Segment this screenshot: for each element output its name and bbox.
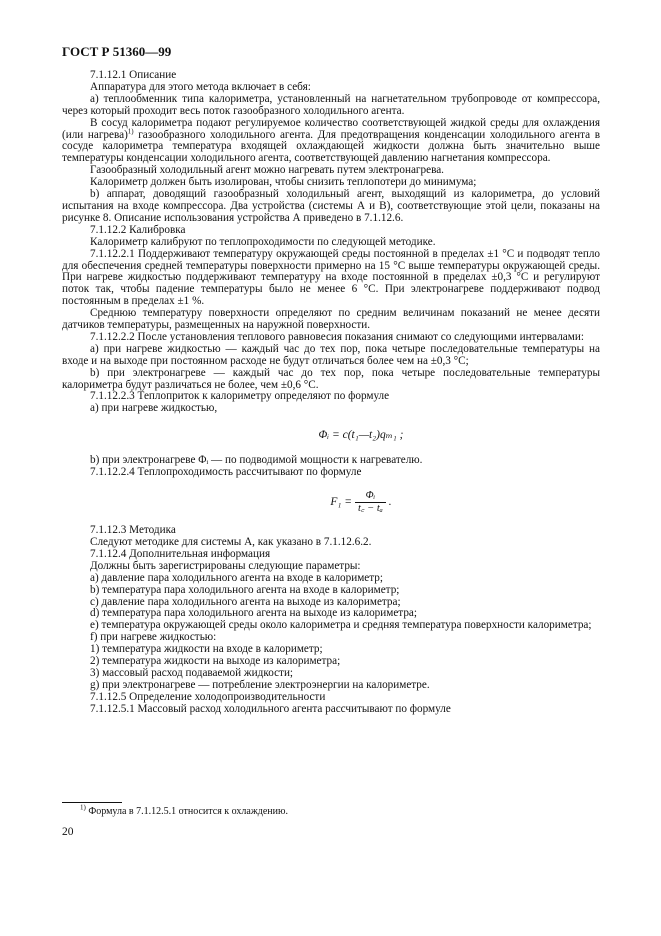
section-title: 7.1.12.1 Описание (90, 69, 177, 81)
formula-fraction (355, 490, 386, 515)
footnote-mark: 1) (80, 803, 86, 812)
formula-lhs: F₁ = (330, 496, 353, 509)
fraction-numerator: Φᵢ (355, 490, 386, 503)
paragraph: Газообразный холодильный агент можно нагревать путем электронагрева. (90, 164, 444, 177)
list-item: b) температура пара холодильного агента на входе в калориметр; (90, 583, 400, 596)
section-title: 7.1.12.3 Методика (90, 524, 176, 537)
fraction-denominator: t꜀ − tₐ (357, 502, 383, 514)
list-item: d) температура пара холодильного агента на выходе из калориметра; (90, 607, 418, 620)
paragraph: 7.1.12.5.1 Массовый расход холодильного агента рассчитывают по формуле (90, 702, 451, 715)
paragraph: 7.1.12.2.3 Теплоприток к калориметру определяют по формуле (90, 390, 390, 403)
list-item: а) теплообменник типа калориметра, установленный на нагнетательном трубопроводе от компрессора, через который проходит весь поток газообразного холодильного агента. (62, 92, 600, 117)
paragraph: Аппаратура для этого метода включает в себя: (90, 80, 311, 93)
paragraph: 7.1.12.2.1 Поддерживают температуру окружающей среды постоянной в пределах ±1 °С и подводят тепло для обеспечения средней температуры поверхности примерно на 15 °С выше температуры окружающей среды. При нагреве жидкостью поддерживают температуру на входе постоянной в пределах ±0,3 °С и регулируют поток так, чтобы падение температуры было не менее 6 °С. При электронагреве поддерживают подвод постоянным в пределах ±1 %. (62, 247, 600, 308)
paragraph (62, 118, 600, 166)
footnote (80, 803, 288, 817)
formula-heat-inflow: Φᵢ = c(t₁—t₂)qₘ₁ ; (318, 429, 404, 442)
text-run: В сосуд калориметра подают регулируемое количество соответствующей жидкой среды для охлаждения (или нагрева) (62, 116, 600, 141)
list-item: а) при нагреве жидкостью, (90, 402, 218, 415)
section-title: 7.1.12.4 Дополнительная информация (90, 547, 271, 560)
list-item: а) при нагреве жидкостью — каждый час до тех пор, пока четыре последовательные температуры на входе и на выходе при постоянном расходе не будут отличаться более чем на ±0,3 °С; (62, 342, 600, 367)
list-item: b) аппарат, доводящий газообразный холодильный агент, выходящий из калориметра, до условий испытания на входе компрессора. Два устройства (системы А и В), соответствующие этой цели, показаны на рисунке 8. Описание использования устройства А приведено в 7.1.12.6. (62, 188, 600, 224)
list-item: 1) температура жидкости на входе в калориметр; (90, 643, 323, 656)
list-item: c) давление пара холодильного агента на выходе из калориметра; (90, 595, 401, 608)
footnote-text: Формула в 7.1.12.5.1 относится к охлаждению. (85, 806, 288, 817)
section-title: 7.1.12.5 Определение холодопроизводительности (90, 690, 326, 703)
list-item: 2) температура жидкости на выходе из калориметра; (90, 655, 341, 668)
paragraph: Среднюю температуру поверхности определяют по средним величинам показаний не менее десяти датчиков температуры, размещенных на наружной поверхности. (62, 307, 600, 332)
page-number: 20 (62, 826, 74, 838)
list-item: b) при электронагреве Φᵢ — по подводимой мощности к нагревателю. (90, 454, 423, 467)
paragraph: Калориметр должен быть изолирован, чтобы снизить теплопотери до минимума; (90, 176, 477, 189)
paragraph: Должны быть зарегистрированы следующие параметры: (90, 559, 361, 572)
list-item: е) температура окружающей среды около калориметра и средняя температура поверхности калориметра; (90, 619, 592, 632)
footnote-divider (62, 802, 122, 803)
paragraph: Калориметр калибруют по теплопроходимости по следующей методике. (90, 235, 436, 248)
list-item: g) при электронагреве — потребление электроэнергии на калориметре. (90, 678, 430, 691)
document-body (62, 70, 600, 716)
text-run: газообразного холодильного агента. Для предотвращения конденсации холодильного агента в сосуде калориметра температура входящей охлаждающей жидкости должна быть значительно выше температуры конденсации холодильного агента, соответствующей давлению нагнетания компрессора. (62, 128, 600, 165)
list-item: а) давление пара холодильного агента на входе в калориметр; (90, 571, 383, 584)
paragraph: 7.1.12.2.2 После установления теплового равновесия показания снимают со следующими интервалами: (90, 330, 584, 343)
paragraph: 7.1.12.2.4 Теплопроходимость рассчитывают по формуле (90, 466, 362, 479)
formula-heat-transfer (62, 479, 600, 525)
list-item: b) при электронагреве — каждый час до тех пор, пока четыре последовательные температуры калориметра будут различаться не более, чем ±0,6 °С. (62, 366, 600, 391)
paragraph: Следуют методике для системы А, как указано в 7.1.12.6.2. (90, 536, 372, 548)
formula-tail: . (388, 496, 392, 509)
section-title: 7.1.12.2 Калибровка (90, 223, 186, 236)
standard-header: ГОСТ Р 51360—99 (62, 44, 172, 59)
list-item: 3) массовый расход подаваемой жидкости; (90, 666, 294, 679)
list-item: f) при нагреве жидкостью: (90, 631, 217, 644)
footnote-ref[interactable]: 1) (127, 126, 134, 135)
